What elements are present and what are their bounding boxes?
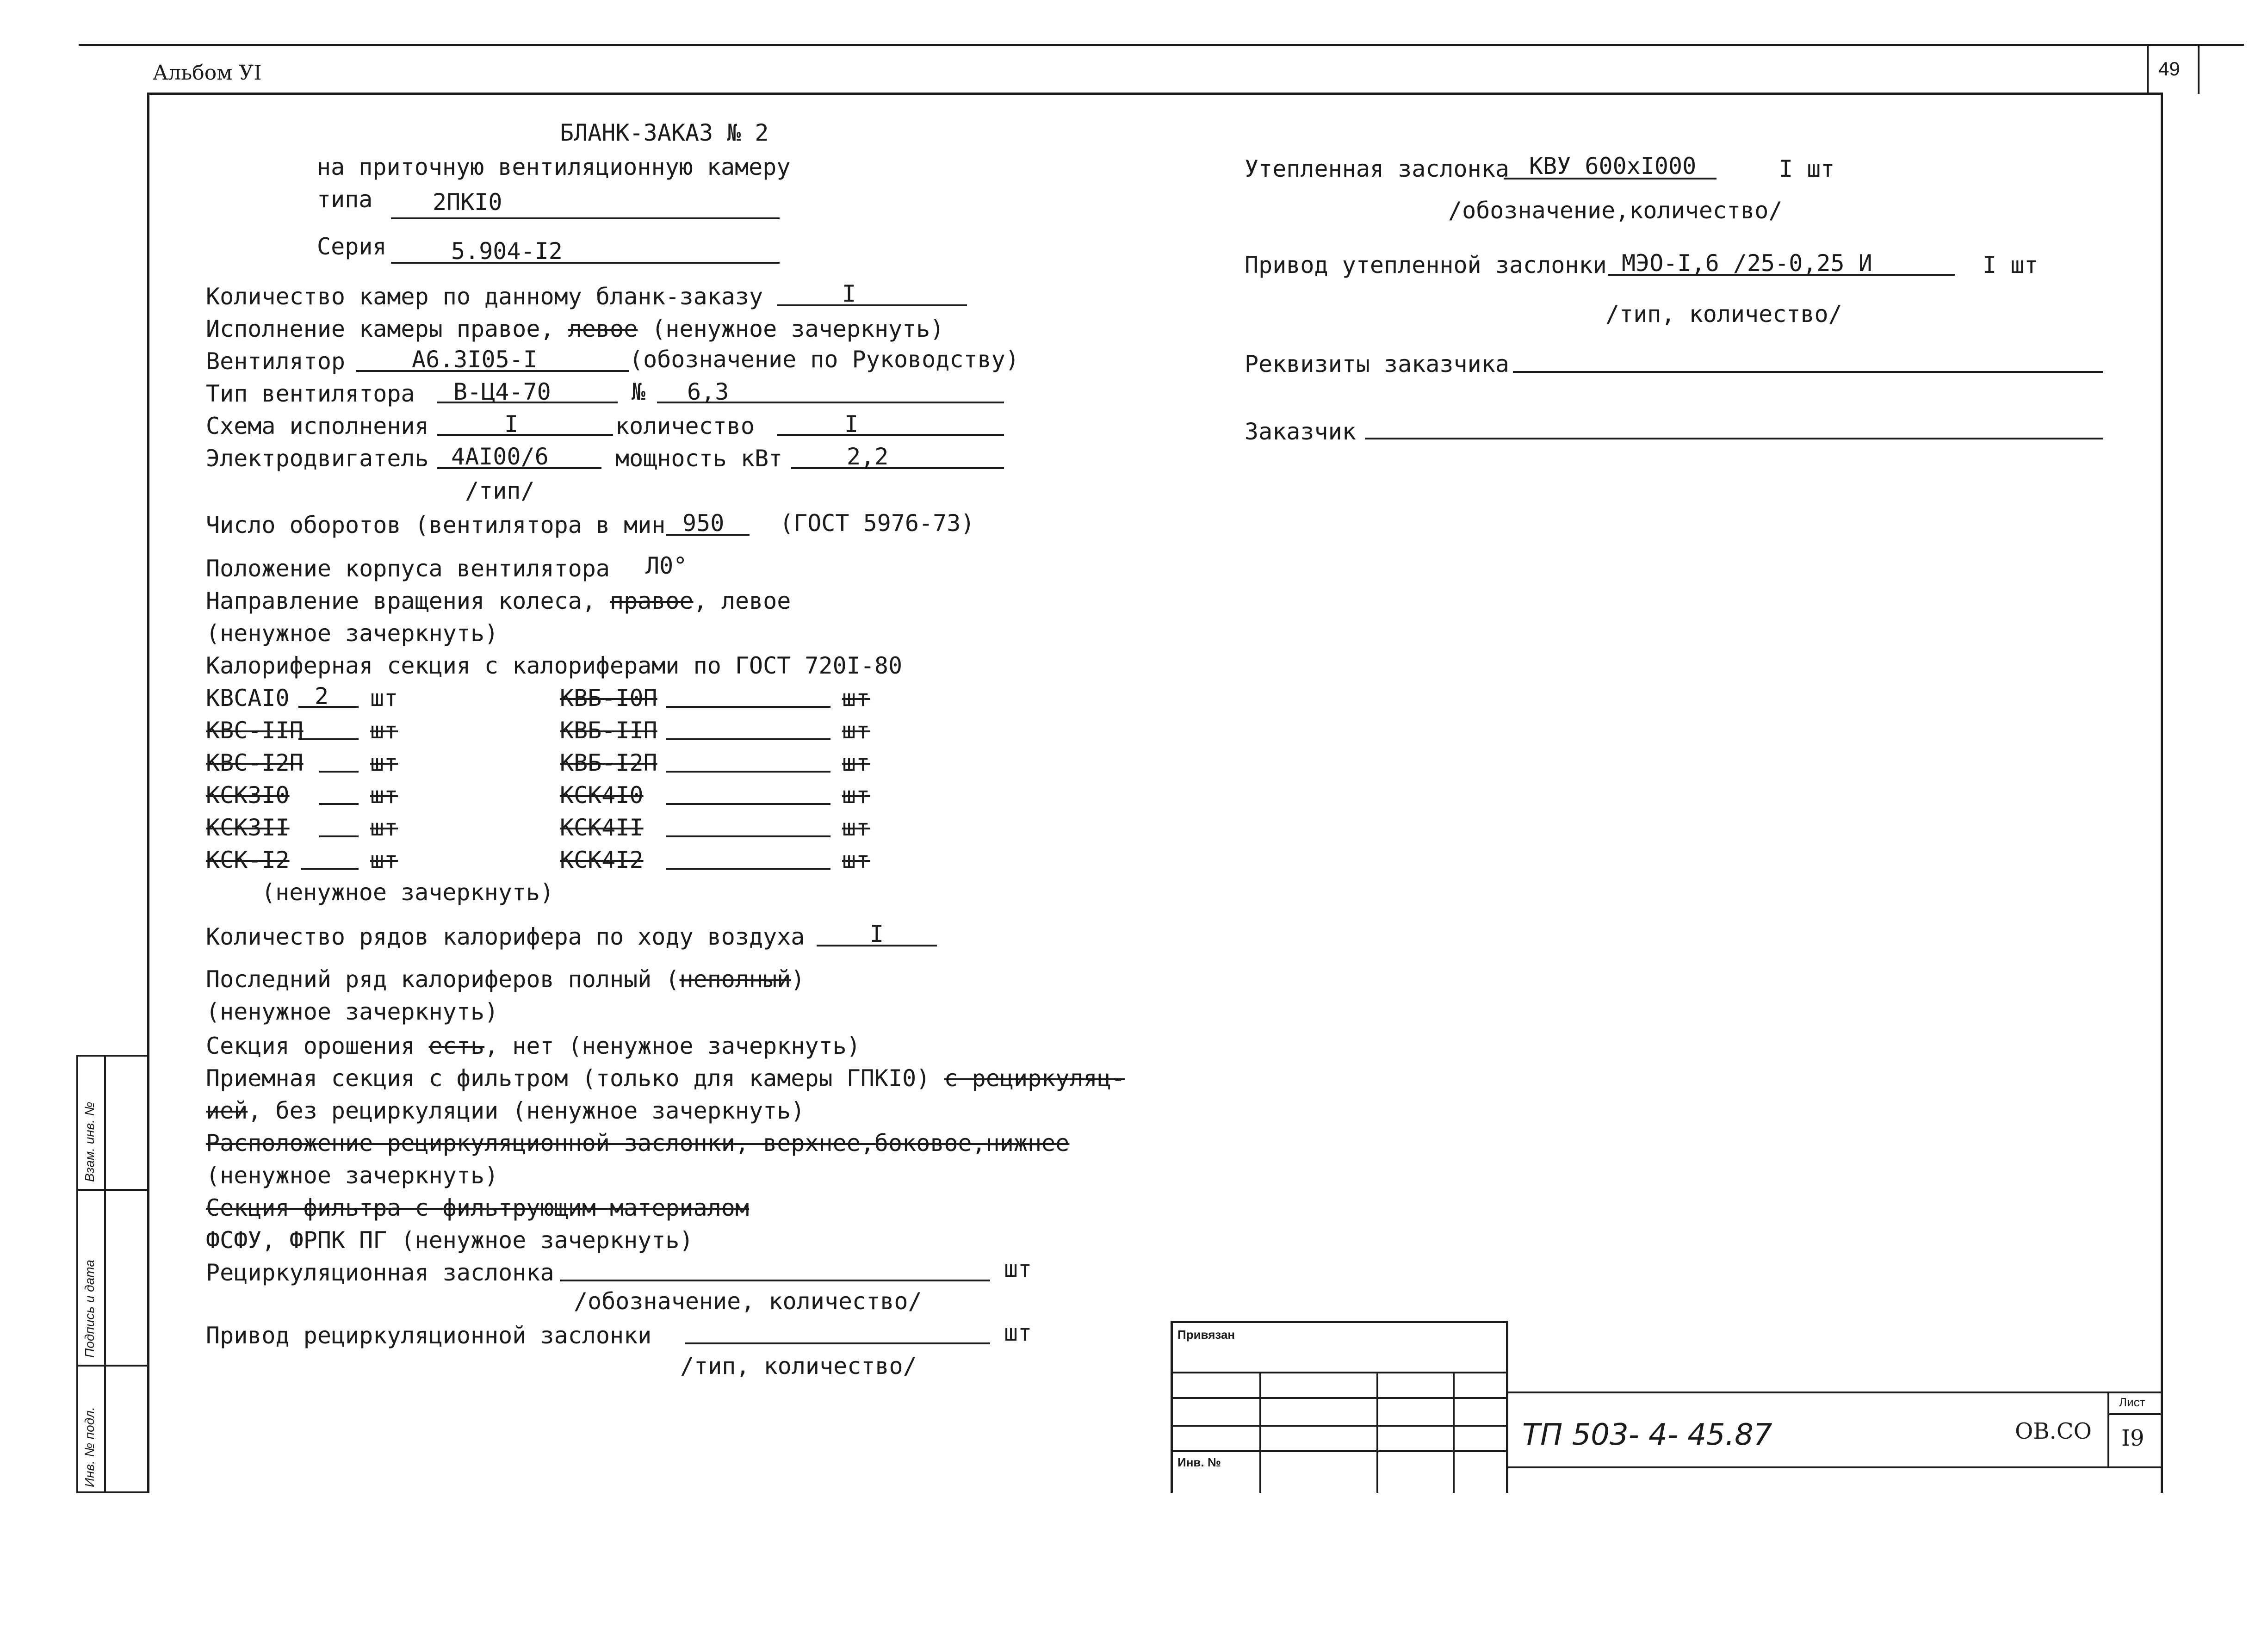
insulated-damper-label: Утепленная заслонка [1245,155,1509,182]
customer-details-label: Реквизиты заказчика [1245,351,1509,377]
motor-label: Электродвигатель [206,445,429,472]
heater-right-underline [666,738,830,740]
recirc-damper-hint: /обозначение, количество/ [574,1288,922,1315]
stamp-row-3 [1171,1425,1508,1427]
motor-value: 4АI00/6 [451,443,549,470]
rotation-text-a: Направление вращения колеса, [206,588,596,614]
recirc-drive-label: Привод рециркуляционной заслонки [206,1322,652,1349]
fan-no-value: 6,3 [687,378,729,405]
main-frame-right [2161,93,2163,1493]
scheme-label: Схема исполнения [206,413,429,439]
irrigation-line [206,1034,861,1058]
heater-right-underline [666,771,830,773]
fan-no-label: № [632,378,646,405]
heater-left-unit: шт [370,717,398,744]
chambers-label: Количество камер по данному бланк-заказу [206,283,763,310]
last-row-text-a: Последний ряд калориферов полный ( [206,966,680,993]
series-label: Серия [317,233,387,260]
stamp-col-1 [1259,1372,1261,1493]
heater-right-unit: шт [842,717,870,744]
side-strip-div2 [76,1365,149,1367]
stamp-col-3 [1453,1372,1455,1493]
irrigation-text-a: Секция орошения [206,1033,415,1059]
rpm-underline [666,534,750,536]
heater-right-unit: шт [842,814,870,841]
heater-left-unit: шт [370,814,398,841]
heater-right-name: КВБ-I0П [560,685,657,711]
side-sign-date: Подпись и дата [82,1260,97,1358]
series-value: 5.904-I2 [451,238,563,265]
heater-right-underline [666,835,830,837]
stamp-row-4 [1171,1450,1508,1452]
recirc-drive-hint: /тип, количество/ [680,1353,917,1379]
heater-left-unit: шт [370,685,398,711]
heater-left-name: КВС-IIП [206,717,304,744]
title-block-top [1508,1392,2161,1393]
position-value: Л0° [645,552,688,579]
heater-right-name: КСК4I0 [560,782,644,809]
heater-left-underline [319,803,359,805]
heater-right-underline [666,803,830,805]
stamp-box-left [1171,1321,1173,1493]
rpm-gost: (ГОСТ 5976-73) [780,510,975,537]
rotation-struck: правое [609,588,694,614]
album-label: Альбом УI [153,61,262,85]
side-inv-orig: Инв. № подл. [82,1407,97,1487]
filter-struck: Секция фильтра с фильтрующим материалом [206,1194,749,1221]
page-number-box-left [2147,44,2149,94]
heater-right-underline [666,868,830,870]
heater-left-name: КВСАI0 [206,685,290,711]
drive-qty: I шт [1983,252,2039,278]
form-title: БЛАНК-ЗАКАЗ № 2 [560,119,769,146]
main-frame-left [147,93,149,1493]
sheet-value: I9 [2121,1425,2144,1451]
side-inv-replace: Взам. инв. № [82,1101,97,1182]
heater-left-underline [301,868,359,870]
power-label: мощность кВт [615,445,783,472]
placement-struck: Расположение рециркуляционной заслонки, верхнее,боковое,нижнее [206,1130,1070,1157]
heater-right-name: КВБ-I2П [560,749,657,776]
last-row-text-b: ) [791,966,805,993]
page-number: 49 [2158,58,2180,80]
type-underline [391,217,780,219]
heater-right-unit: шт [842,685,870,711]
main-frame-top [147,93,2161,95]
heater-left-unit: шт [370,749,398,776]
qty-underline [777,434,1004,436]
stamp-tied-label: Привязан [1177,1328,1235,1342]
rotation-note: (ненужное зачеркнуть) [206,620,499,647]
stamp-row-1 [1171,1372,1508,1373]
power-underline [791,467,1004,469]
top-border [79,44,2244,46]
side-strip-top [76,1055,149,1057]
position-label: Положение корпуса вентилятора [206,555,610,582]
stamp-box-top [1171,1321,1508,1323]
fan-label: Вентилятор [206,348,346,375]
side-strip-bottom [76,1491,149,1493]
side-strip-left [76,1055,78,1493]
qty-label: количество [615,413,755,439]
fan-underline [356,370,629,372]
intake-text-a: Приемная секция с фильтром (только для камеры ГПКI0) [206,1065,930,1092]
sheet-label: Лист [2119,1395,2145,1409]
rotation-row [206,589,791,612]
fan-note: (обозначение по Руководству) [629,346,1019,373]
sheet-col-left [2107,1392,2109,1468]
heater-left-underline [298,706,359,708]
fan-type-underline [437,402,618,403]
scheme-value: I [504,411,519,438]
heater-right-underline [666,706,830,708]
insulated-damper-qty: I шт [1779,155,1835,182]
motor-underline [437,467,601,469]
fan-type-label: Тип вентилятора [206,380,415,407]
placement-note: (ненужное зачеркнуть) [206,1162,499,1189]
heater-rows-label: Количество рядов калорифера по ходу воздуха [206,923,805,950]
section-code: ОВ.СО [2015,1418,2092,1444]
heater-left-underline [319,835,359,837]
rotation-text-b: , левое [693,588,791,614]
customer-label: Заказчик [1245,418,1356,445]
side-strip-div1 [76,1189,149,1191]
execution-row [206,317,944,340]
recirc-drive-unit: шт [1004,1319,1032,1346]
execution-struck: левое [568,315,638,342]
irrigation-text-b: , нет (ненужное зачеркнуть) [484,1033,861,1059]
heater-left-unit: шт [370,847,398,873]
heater-left-underline [319,771,359,773]
fan-type-value: В-Ц4-70 [453,378,551,405]
side-strip-mid [104,1055,106,1493]
recirc-damper-label: Рециркуляционная заслонка [206,1259,554,1286]
execution-text-a: Исполнение камеры правое, [206,315,554,342]
chambers-underline [777,304,967,306]
intake-line-1 [206,1067,1125,1090]
last-row-note: (ненужное зачеркнуть) [206,998,499,1025]
type-label: типа [317,186,373,213]
last-row-line [206,968,805,991]
motor-type-hint: /тип/ [465,477,535,504]
fan-no-underline [657,402,1004,403]
stamp-inv-label: Инв. № [1177,1455,1221,1469]
heater-section-label: Калориферная секция с калориферами по ГОСТ 720I-80 [206,652,903,679]
heater-left-underline [298,738,359,740]
heaters-note: (ненужное зачеркнуть) [261,879,554,906]
drive-value: МЭО-I,6 /25-0,25 И [1622,250,1872,277]
form-subtitle: на приточную вентиляционную камеру [317,154,791,180]
stamp-col-2 [1376,1372,1378,1493]
sheet-label-line [2107,1413,2162,1415]
qty-value: I [844,411,859,438]
customer-details-underline [1513,371,2103,373]
heater-right-unit: шт [842,749,870,776]
stamp-row-2 [1171,1397,1508,1399]
power-value: 2,2 [847,443,889,470]
fan-value: А6.3I05-I [412,346,537,373]
customer-underline [1365,438,2103,439]
rpm-label: Число оборотов (вентилятора в мин [206,512,666,538]
drive-underline [1608,274,1955,276]
drive-hint: /тип, количество/ [1605,301,1842,328]
heater-right-unit: шт [842,782,870,809]
irrigation-struck: есть [428,1033,485,1059]
heater-rows-value: I [870,921,884,947]
heater-left-name: КСК3II [206,814,290,841]
recirc-damper-unit: шт [1004,1256,1032,1282]
heater-rows-underline [817,945,937,946]
execution-text-b: (ненужное зачеркнуть) [651,315,944,342]
heater-left-name: КСК3I0 [206,782,290,809]
type-value: 2ПКI0 [433,189,502,216]
insulated-damper-hint: /обозначение,количество/ [1448,197,1783,224]
heater-left-name: КВС-I2П [206,749,304,776]
page-number-box-right [2198,44,2200,94]
heater-left-qty: 2 [315,683,329,710]
heater-right-name: КСК4I2 [560,847,644,873]
last-row-struck: неполный [679,966,791,993]
heater-left-name: КСК-I2 [206,847,290,873]
recirc-damper-underline [560,1280,990,1281]
intake-line-2 [206,1099,805,1122]
series-underline [391,262,780,264]
intake-struck-1: с рециркуляц- [944,1065,1125,1092]
scheme-underline [437,434,613,436]
recirc-drive-underline [685,1342,990,1344]
title-block-bottom [1508,1466,2161,1468]
filter-types: ФСФУ, ФРПК ПГ (ненужное зачеркнуть) [206,1227,694,1254]
rpm-value: 950 [682,510,725,537]
chambers-value: I [842,280,856,307]
document-code: ТП 503- 4- 45.87 [1522,1418,1772,1452]
insulated-damper-value: КВУ 600хI000 [1529,153,1697,179]
insulated-damper-underline [1504,178,1716,179]
heater-left-unit: шт [370,782,398,809]
intake-struck-2: ией [206,1097,248,1124]
heater-right-name: КСК4II [560,814,644,841]
heater-right-unit: шт [842,847,870,873]
intake-text-b: , без рециркуляции (ненужное зачеркнуть) [248,1097,805,1124]
drive-label: Привод утепленной заслонки [1245,252,1607,278]
heater-right-name: КВБ-IIП [560,717,657,744]
